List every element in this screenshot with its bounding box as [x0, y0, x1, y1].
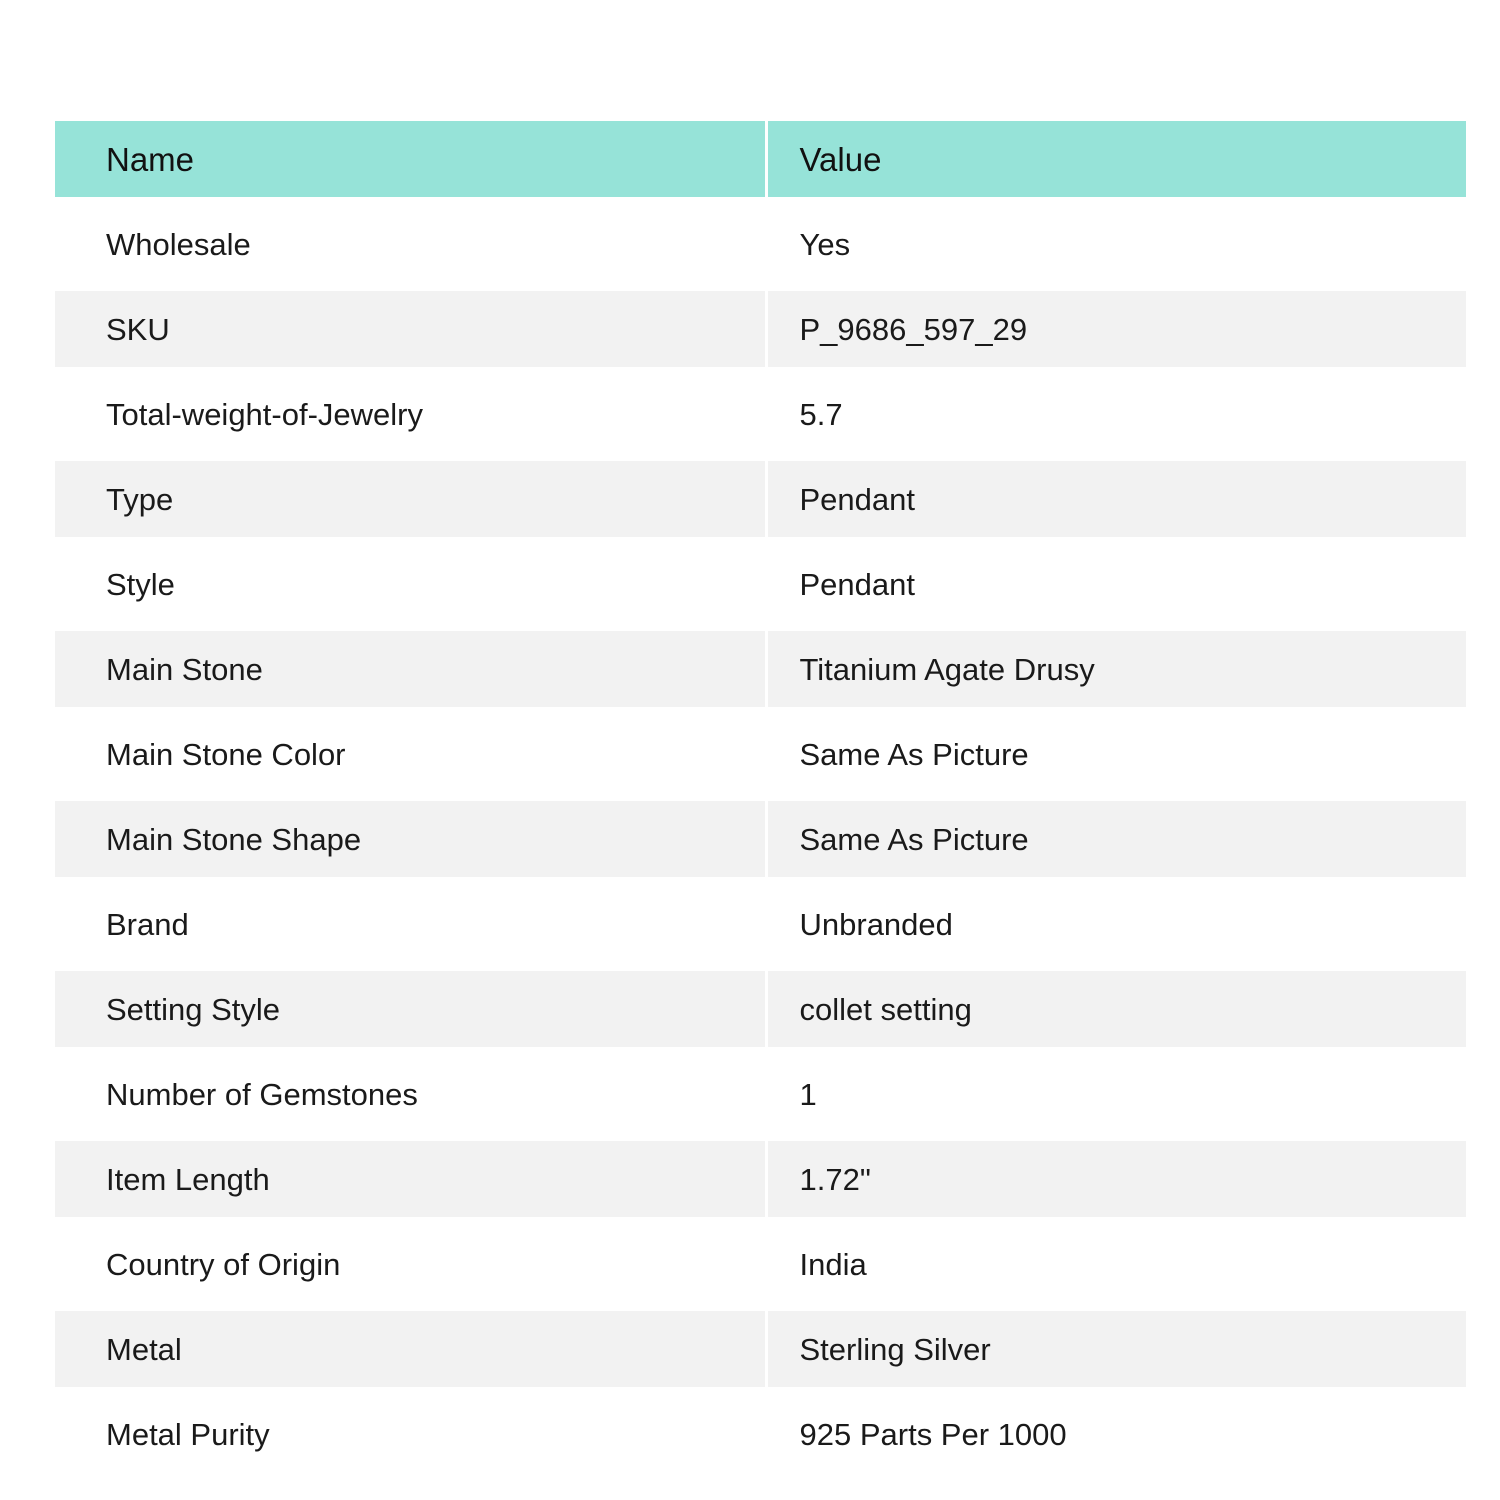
row-value-cell: 1.72" [766, 1141, 1466, 1217]
row-name-cell: Wholesale [55, 197, 766, 291]
row-value-cell: Same As Picture [766, 801, 1466, 877]
row-name-cell: Country of Origin [55, 1217, 766, 1311]
row-value-cell: India [766, 1217, 1466, 1311]
row-name-cell: Total-weight-of-Jewelry [55, 367, 766, 461]
row-name-cell: Setting Style [55, 971, 766, 1047]
column-header-value: Value [766, 121, 1466, 197]
table-header [55, 121, 1466, 197]
row-name-cell: Main Stone Shape [55, 801, 766, 877]
spec-table [55, 121, 1466, 1481]
row-name-cell: Metal [55, 1311, 766, 1387]
table-row [55, 631, 1466, 707]
row-name-cell: Brand [55, 877, 766, 971]
table-row [55, 461, 1466, 537]
row-name-cell: SKU [55, 291, 766, 367]
table-row [55, 801, 1466, 877]
table-row [55, 367, 1466, 461]
table-row [55, 197, 1466, 291]
table-row [55, 971, 1466, 1047]
table-row [55, 291, 1466, 367]
row-value-cell: 925 Parts Per 1000 [766, 1387, 1466, 1481]
row-value-cell: Unbranded [766, 877, 1466, 971]
table-row [55, 1217, 1466, 1311]
row-name-cell: Main Stone [55, 631, 766, 707]
row-value-cell: Titanium Agate Drusy [766, 631, 1466, 707]
row-name-cell: Type [55, 461, 766, 537]
column-header-name: Name [55, 121, 766, 197]
row-value-cell: Sterling Silver [766, 1311, 1466, 1387]
table-row [55, 877, 1466, 971]
table-row [55, 537, 1466, 631]
row-value-cell: 1 [766, 1047, 1466, 1141]
row-name-cell: Item Length [55, 1141, 766, 1217]
row-value-cell: Yes [766, 197, 1466, 291]
row-name-cell: Main Stone Color [55, 707, 766, 801]
header-row [55, 121, 1466, 197]
row-value-cell: collet setting [766, 971, 1466, 1047]
table-row [55, 1141, 1466, 1217]
table-row [55, 1387, 1466, 1481]
table-row [55, 1311, 1466, 1387]
row-value-cell: P_9686_597_29 [766, 291, 1466, 367]
row-value-cell: Same As Picture [766, 707, 1466, 801]
table-body [55, 197, 1466, 1481]
table-row [55, 1047, 1466, 1141]
row-name-cell: Number of Gemstones [55, 1047, 766, 1141]
row-value-cell: 5.7 [766, 367, 1466, 461]
row-value-cell: Pendant [766, 461, 1466, 537]
table-row [55, 707, 1466, 801]
row-name-cell: Style [55, 537, 766, 631]
row-name-cell: Metal Purity [55, 1387, 766, 1481]
row-value-cell: Pendant [766, 537, 1466, 631]
